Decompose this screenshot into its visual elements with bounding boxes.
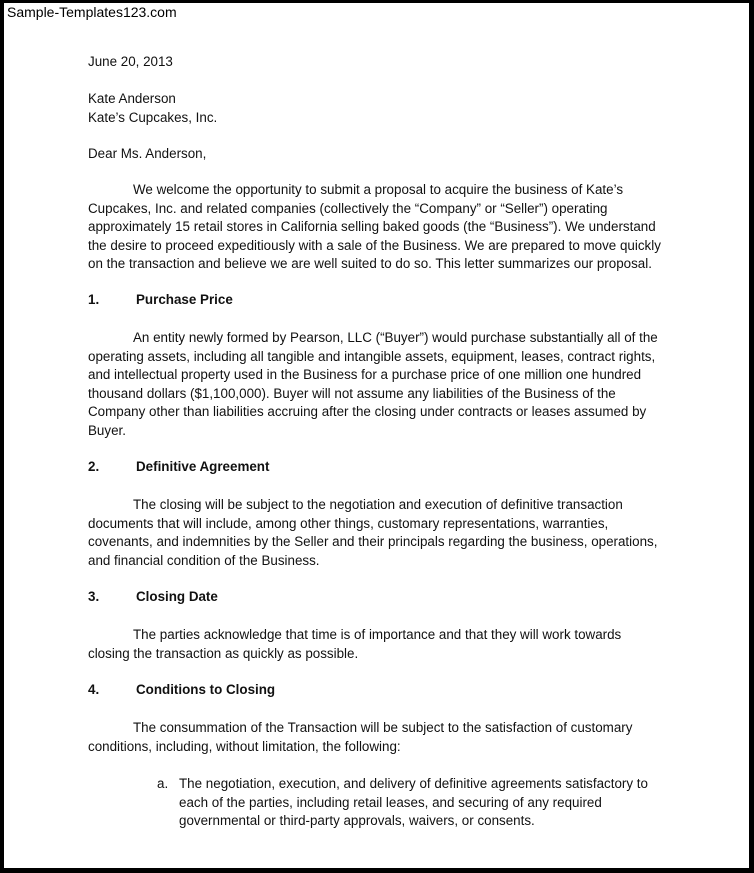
intro-paragraph bbox=[88, 181, 661, 274]
section-number: 2. bbox=[88, 459, 100, 474]
text-line: The negotiation, execution, and delivery of definitive agreements satisfactory to bbox=[179, 776, 648, 791]
text-line: governmental or third-party approvals, waivers, or consents. bbox=[179, 813, 535, 828]
text-line: and intellectual property used in the Business for a purchase price of one million one hundred bbox=[88, 367, 642, 382]
recipient-name: Kate Anderson bbox=[88, 91, 176, 106]
section-heading bbox=[88, 458, 269, 477]
section-paragraph bbox=[88, 496, 657, 570]
section-title: Definitive Agreement bbox=[136, 459, 270, 474]
condition-item bbox=[157, 775, 648, 831]
text-line: and financial condition of the Business. bbox=[88, 552, 320, 568]
section-paragraph bbox=[88, 329, 658, 440]
section-title: Closing Date bbox=[136, 589, 218, 604]
text-line: the desire to proceed expeditiously with a sale of the Business. We are prepared to move quickly bbox=[88, 237, 661, 253]
section-paragraph bbox=[88, 626, 621, 663]
text-line: conditions, including, without limitation, the following: bbox=[88, 738, 401, 754]
section-number: 1. bbox=[88, 292, 100, 307]
text-line: Company other than liabilities accruing after the closing under contracts or leases assumed by bbox=[88, 404, 647, 419]
section-heading bbox=[88, 681, 275, 700]
text-line: closing the transaction as quickly as possible. bbox=[88, 645, 359, 661]
watermark: Sample-Templates123.com bbox=[7, 4, 177, 20]
text-line: covenants, and indemnities by the Seller and their principals regarding the business, operations, bbox=[88, 534, 658, 549]
text-line: thousand dollars ($1,100,000). Buyer will not assume any liabilities of the Business of the bbox=[88, 385, 616, 401]
section-title: Purchase Price bbox=[136, 292, 233, 307]
text-line: approximately 15 retail stores in California selling baked goods (the “Business”). We understand bbox=[88, 219, 656, 234]
text-line: Cupcakes, Inc. and related companies (collectively the “Company” or “Seller”) operating bbox=[88, 200, 608, 216]
text-line: operating assets, including all tangible and intangible assets, equipment, leases, contract rights, bbox=[88, 348, 656, 364]
section-paragraph bbox=[88, 719, 632, 756]
text-line: on the transaction and believe we are well suited to do so. This letter summarizes our proposal. bbox=[88, 256, 652, 271]
condition-label: a. bbox=[157, 776, 169, 791]
section-title: Conditions to Closing bbox=[136, 682, 276, 697]
text-line: each of the parties, including retail leases, and securing of any required bbox=[179, 794, 602, 810]
section-heading bbox=[88, 588, 218, 607]
text-line: Buyer. bbox=[88, 422, 126, 438]
section-number: 3. bbox=[88, 589, 100, 604]
text-line: The closing will be subject to the negotiation and execution of definitive transaction bbox=[133, 497, 623, 512]
text-line: documents that will include, among other things, customary representations, warranties, bbox=[88, 515, 609, 531]
text-line: An entity newly formed by Pearson, LLC (“Buyer”) would purchase substantially all of the bbox=[133, 330, 658, 345]
section-heading bbox=[88, 291, 233, 310]
salutation: Dear Ms. Anderson, bbox=[88, 146, 207, 161]
letter-date: June 20, 2013 bbox=[88, 54, 173, 69]
letter-page bbox=[4, 3, 749, 868]
text-line: The parties acknowledge that time is of importance and that they will work towards bbox=[133, 627, 622, 642]
recipient-company: Kate’s Cupcakes, Inc. bbox=[88, 109, 218, 125]
section-number: 4. bbox=[88, 682, 100, 697]
text-line: We welcome the opportunity to submit a proposal to acquire the business of Kate’s bbox=[133, 182, 624, 197]
text-line: The consummation of the Transaction will be subject to the satisfaction of customary bbox=[133, 720, 633, 735]
recipient-block bbox=[88, 90, 217, 127]
